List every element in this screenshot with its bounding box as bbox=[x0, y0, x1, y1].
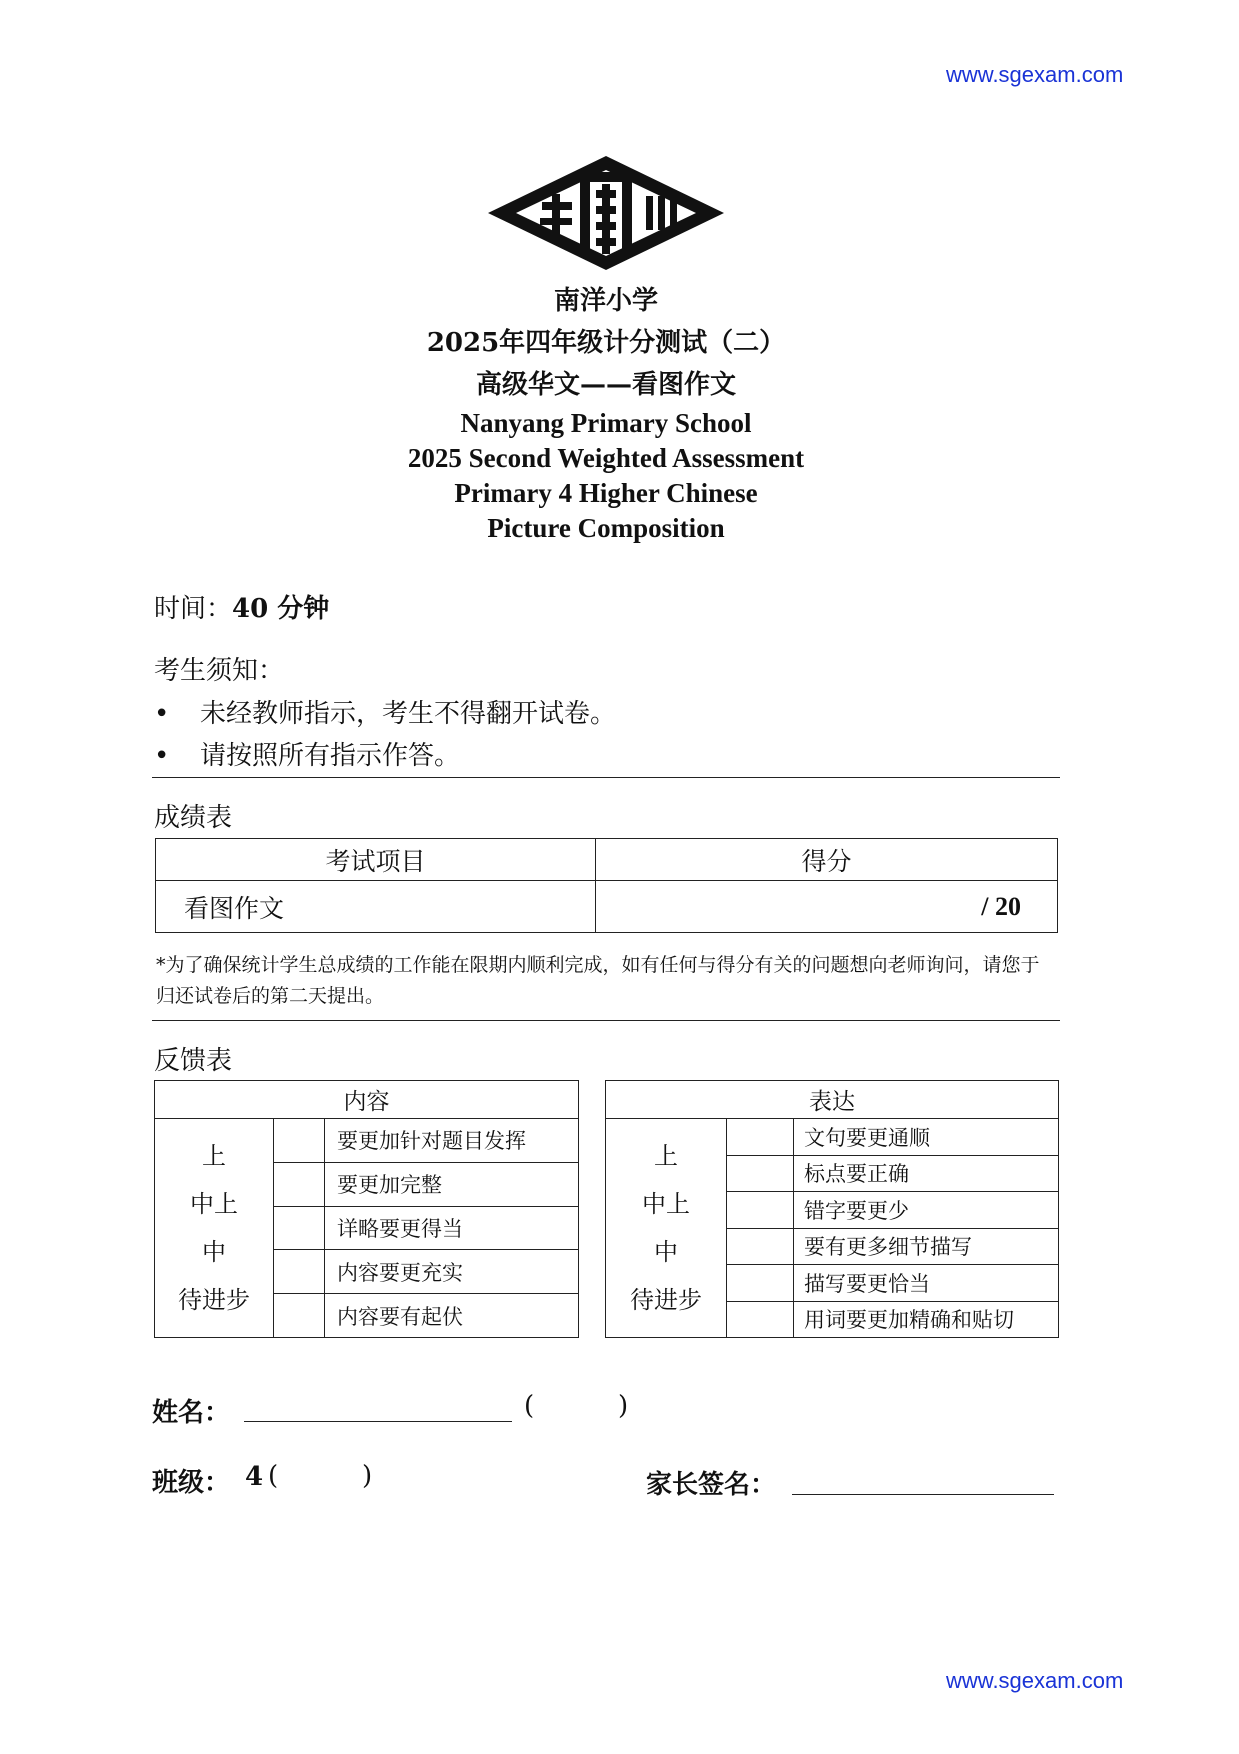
class-close-paren: ) bbox=[362, 1461, 373, 1491]
time-row bbox=[154, 588, 329, 625]
parent-signature-label: 家长签名： bbox=[646, 1470, 777, 1500]
divider bbox=[152, 777, 1060, 778]
subject-title-zh: 高级华文——看图作文 bbox=[475, 370, 736, 400]
school-crest-logo bbox=[486, 154, 726, 272]
class-value: 4 bbox=[245, 1462, 264, 1492]
score-note: *为了确保统计学生总成绩的工作能在限期内顺利完成，如有任何与得分有关的问题想向老师询问，请您于归还试卷后的第二天提出。 bbox=[156, 954, 1040, 1007]
expression-check-box[interactable] bbox=[727, 1119, 794, 1156]
subject-title-en: Primary 4 Higher Chinese bbox=[454, 478, 758, 508]
content-check-box[interactable] bbox=[274, 1162, 325, 1206]
expression-check-box[interactable] bbox=[727, 1155, 794, 1192]
name-input-line[interactable] bbox=[244, 1420, 512, 1422]
class-open-paren: ( bbox=[268, 1461, 279, 1491]
assessment-title-zh: 2025年四年级计分测试（二） bbox=[426, 328, 786, 358]
score-row-item: 看图作文 bbox=[156, 881, 596, 933]
register-number-close-paren: ) bbox=[618, 1391, 629, 1421]
divider bbox=[152, 1020, 1060, 1021]
content-item: 要更加针对题目发挥 bbox=[325, 1119, 579, 1163]
school-name-en: Nanyang Primary School bbox=[460, 408, 752, 438]
content-item: 详略要更得当 bbox=[325, 1206, 579, 1250]
instruction-item: • 请按照所有指示作答。 bbox=[154, 741, 461, 771]
expression-item: 文句要更通顺 bbox=[794, 1119, 1059, 1156]
time-label: 时间： bbox=[154, 594, 233, 624]
expression-grades: 上 中上 中 待进步 bbox=[606, 1119, 727, 1338]
instructions-title: 考生须知： bbox=[154, 656, 285, 686]
time-value: 40 分钟 bbox=[232, 594, 330, 624]
assessment-title-en: 2025 Second Weighted Assessment bbox=[407, 443, 805, 473]
paper-title-en: Picture Composition bbox=[487, 513, 725, 543]
content-item: 内容要有起伏 bbox=[325, 1294, 579, 1338]
expression-item: 错字要更少 bbox=[794, 1192, 1059, 1229]
expression-check-box[interactable] bbox=[727, 1265, 794, 1302]
expression-item: 标点要正确 bbox=[794, 1155, 1059, 1192]
content-item: 要更加完整 bbox=[325, 1162, 579, 1206]
score-header-score: 得分 bbox=[596, 839, 1058, 881]
feedback-title: 反馈表 bbox=[154, 1046, 233, 1076]
content-item: 内容要更充实 bbox=[325, 1250, 579, 1294]
score-header-item: 考试项目 bbox=[156, 839, 596, 881]
content-check-box[interactable] bbox=[274, 1294, 325, 1338]
register-number-open-paren: ( bbox=[524, 1391, 535, 1421]
content-check-box[interactable] bbox=[274, 1250, 325, 1294]
expression-check-box[interactable] bbox=[727, 1228, 794, 1265]
content-check-box[interactable] bbox=[274, 1206, 325, 1250]
watermark-bottom: www.sgexam.com bbox=[946, 1668, 1124, 1693]
parent-signature-line[interactable] bbox=[792, 1493, 1054, 1495]
expression-item: 用词要更加精确和贴切 bbox=[794, 1301, 1059, 1338]
expression-item: 描写要更恰当 bbox=[794, 1265, 1059, 1302]
instruction-item: • 未经教师指示，考生不得翻开试卷。 bbox=[154, 699, 617, 729]
expression-check-box[interactable] bbox=[727, 1192, 794, 1229]
content-check-box[interactable] bbox=[274, 1119, 325, 1163]
title-block bbox=[0, 280, 1212, 546]
expression-item: 要有更多细节描写 bbox=[794, 1228, 1059, 1265]
watermark-top: www.sgexam.com bbox=[946, 62, 1124, 87]
feedback-expression-table bbox=[605, 1080, 1059, 1338]
feedback-content-table bbox=[154, 1080, 579, 1338]
score-table-title: 成绩表 bbox=[154, 803, 233, 833]
class-label: 班级： bbox=[152, 1468, 231, 1498]
content-grades: 上 中上 中 待进步 bbox=[155, 1119, 274, 1338]
score-total: / 20 bbox=[596, 881, 1058, 933]
score-table bbox=[155, 838, 1058, 933]
expression-header: 表达 bbox=[606, 1081, 1059, 1119]
expression-check-box[interactable] bbox=[727, 1301, 794, 1338]
name-label: 姓名： bbox=[152, 1398, 231, 1428]
content-header: 内容 bbox=[155, 1081, 579, 1119]
school-name-zh: 南洋小学 bbox=[553, 286, 658, 316]
